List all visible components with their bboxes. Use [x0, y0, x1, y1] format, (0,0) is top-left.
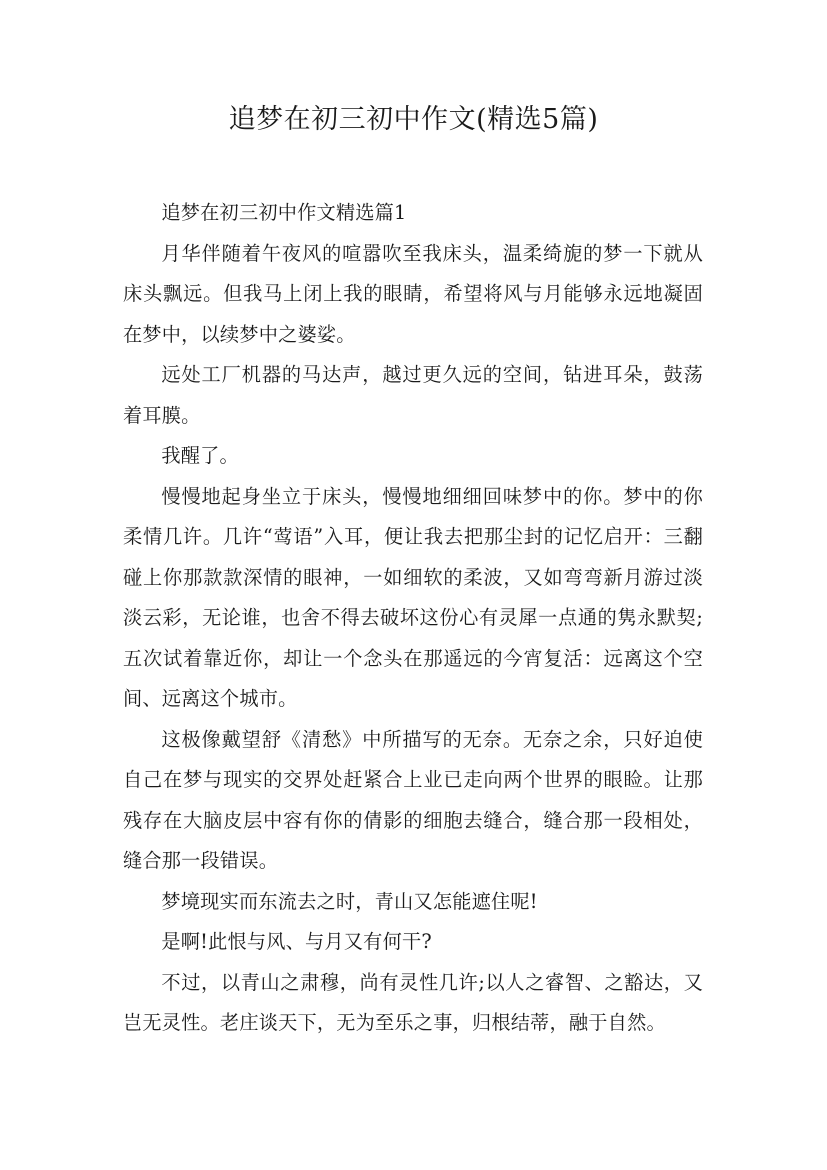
paragraph: 梦境现实而东流去之时，青山又怎能遮住呢! — [161, 889, 538, 913]
document-title: 追梦在初三初中作文(精选5篇) — [228, 104, 599, 135]
paragraph: 不过，以青山之肃穆，尚有灵性几许;以人之睿智、之豁达，又岂无灵性。老庄谈天下，无为至乐之事，归根结蒂，融于自然。 — [123, 970, 703, 1034]
section-heading: 追梦在初三初中作文精选篇1 — [161, 201, 407, 224]
paragraph: 我醒了。 — [161, 444, 239, 467]
paragraph: 这极像戴望舒《清愁》中所描写的无奈。无奈之余，只好迫使自己在梦与现实的交界处赶紧合上业已走向两个世界的眼睑。让那残存在大脑皮层中容有你的倩影的细胞去缝合，缝合那一段相处，缝合那一段错误。 — [123, 727, 703, 872]
paragraph: 月华伴随着午夜风的喧嚣吹至我床头，温柔绮旎的梦一下就从床头飘远。但我马上闭上我的眼睛，希望将风与月能够永远地凝固在梦中，以续梦中之婆娑。 — [123, 241, 703, 346]
paragraph: 慢慢地起身坐立于床头，慢慢地细细回味梦中的你。梦中的你柔情几许。几许“莺语”入耳，便让我去把那尘封的记忆启开：三翻碰上你那款款深情的眼神，一如细软的柔波，又如弯弯新月游过淡淡云彩，无论谁，也舍不得去破坏这份心有灵犀一点通的隽永默契;五次试着靠近你，却让一个念头在那遥远的今宵复活：远离这个空间、远离这个城市。 — [123, 484, 703, 710]
document-body — [123, 193, 703, 1044]
paragraph: 是啊!此恨与风、与月又有何干? — [161, 930, 432, 953]
paragraph: 远处工厂机器的马达声，越过更久远的空间，钻进耳朵，鼓荡着耳膜。 — [123, 363, 703, 427]
